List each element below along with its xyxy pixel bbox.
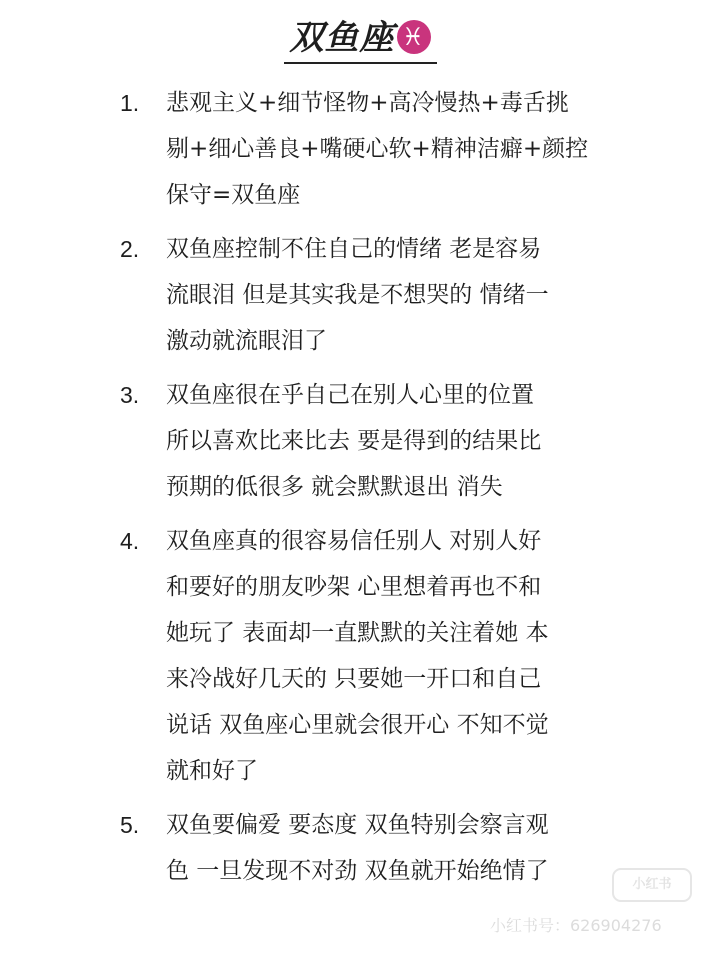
item-text-line: 来冷战好几天的 只要她一开口和自己 xyxy=(166,666,542,692)
page-title-text: 双鱼座 xyxy=(289,18,395,58)
page-title xyxy=(284,18,437,64)
item-number: 2. xyxy=(120,236,140,262)
item-number: 5. xyxy=(120,812,140,838)
item-number: 4. xyxy=(120,528,140,554)
item-text-line: 双鱼座真的很容易信任别人 对别人好 xyxy=(166,528,542,554)
item-text-line: 剔+细心善良+嘴硬心软+精神洁癖+颜控 xyxy=(166,136,589,162)
account-id-watermark: 小红书号：626904276 xyxy=(490,916,662,935)
list-item xyxy=(0,226,720,364)
item-text-line: 双鱼要偏爱 要态度 双鱼特别会察言观 xyxy=(166,812,549,838)
item-text-line: 双鱼座控制不住自己的情绪 老是容易 xyxy=(166,236,542,262)
list-item xyxy=(0,518,720,794)
item-number: 1. xyxy=(120,90,140,116)
item-text-line: 预期的低很多 就会默默退出 消失 xyxy=(166,474,503,500)
item-text-line: 保守=双鱼座 xyxy=(166,182,301,208)
item-text-line: 双鱼座很在乎自己在别人心里的位置 xyxy=(166,382,534,408)
item-text-line: 所以喜欢比来比去 要是得到的结果比 xyxy=(166,428,542,454)
pisces-icon: ♓ xyxy=(397,20,431,54)
item-text-line: 她玩了 表面却一直默默的关注着她 本 xyxy=(166,620,549,646)
item-number: 3. xyxy=(120,382,140,408)
list-item xyxy=(0,80,720,218)
item-text-line: 流眼泪 但是其实我是不想哭的 情绪一 xyxy=(166,282,549,308)
item-text-line: 悲观主义+细节怪物+高冷慢热+毒舌挑 xyxy=(166,90,569,116)
item-text-line: 就和好了 xyxy=(166,758,258,784)
xiaohongshu-logo-watermark: 小红书 xyxy=(612,868,692,902)
trait-list xyxy=(0,80,720,902)
item-text-line: 激动就流眼泪了 xyxy=(166,328,327,354)
title-area xyxy=(0,18,720,64)
list-item xyxy=(0,372,720,510)
item-text-line: 色 一旦发现不对劲 双鱼就开始绝情了 xyxy=(166,858,549,884)
item-text-line: 和要好的朋友吵架 心里想着再也不和 xyxy=(166,574,542,600)
item-text-line: 说话 双鱼座心里就会很开心 不知不觉 xyxy=(166,712,549,738)
